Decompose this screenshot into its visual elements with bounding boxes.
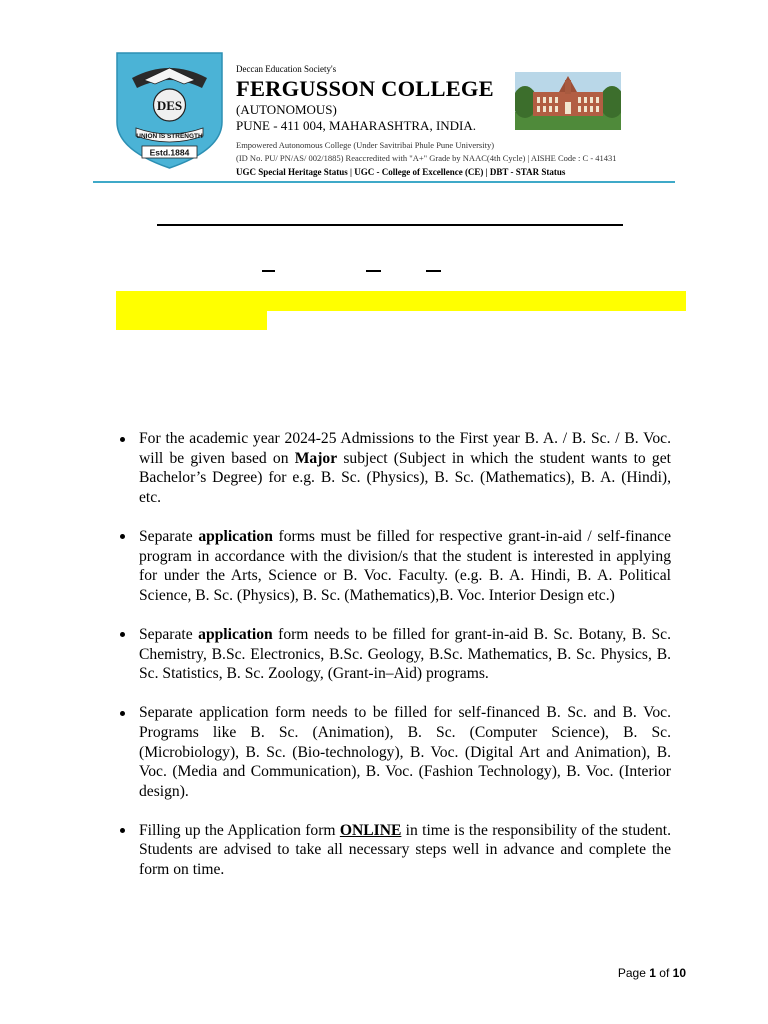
letterhead	[0, 0, 768, 190]
bullet-text: For the academic year 2024-25 Admissions to the First year B. A. / B. Sc. / B. Voc. will be given based on	[139, 430, 671, 467]
redacted-title-underline	[157, 224, 623, 226]
bullet-bold: application	[198, 625, 273, 643]
page-footer	[618, 966, 686, 980]
accreditation-line: (ID No. PU/ PN/AS/ 002/1885) Reaccredited with "A+" Grade by NAAC(4th Cycle) | AISHE Code : C - 41431	[236, 153, 617, 163]
page-number: 1	[649, 966, 656, 980]
autonomous-label: (AUTONOMOUS)	[236, 102, 337, 117]
redacted-dash	[366, 270, 381, 272]
redacted-dash	[426, 270, 441, 272]
online-emphasis: ONLINE	[339, 821, 402, 839]
bullet-text: form needs to be filled for grant-in-aid B. Sc. Botany, B. Sc. Chemistry, B.Sc. Electronics, B.Sc. Geology, B.Sc. Mathematics, B. Sc. Physics, B. Sc. Statistics, B. Sc. Zoology, (Grant-in–Aid) programs.	[139, 625, 672, 683]
redacted-dash	[262, 270, 275, 272]
list-item	[118, 527, 671, 605]
highlight-block	[116, 311, 267, 330]
crest-motto: UNION IS STRENGTH	[136, 133, 203, 140]
bullet-bold: Major	[294, 449, 338, 467]
status-line: UGC Special Heritage Status | UGC - College of Excellence (CE) | DBT - STAR Status	[236, 167, 566, 177]
list-item	[118, 625, 671, 684]
bullet-bold: application	[198, 527, 273, 545]
college-address: PUNE - 411 004, MAHARASHTRA, INDIA.	[236, 118, 477, 133]
page-total: 10	[672, 966, 686, 980]
bullet-text: Separate application form needs to be filled for self-financed B. Sc. and B. Voc. Programs like B. Sc. (Animation), B. Sc. (Computer Science), B. Sc. (Microbiology), B. Sc. (Bio-technology), B. Voc. (Digital Art and Animation), B. Voc. (Media and Communication), B. Voc. (Fashion Technology), B. Voc. (Interior design).	[139, 704, 671, 800]
of-word: of	[659, 966, 670, 980]
affiliation-line: Empowered Autonomous College (Under Savitribai Phule Pune University)	[236, 140, 495, 150]
society-name: Deccan Education Society's	[236, 64, 337, 74]
college-crest-icon	[114, 50, 225, 171]
bullet-text: forms must be filled for respective grant-in-aid / self-finance program in accordance with the division/s that the student is interested in applying for under the Arts, Science or B. Voc. Faculty. (e.g. B. A. Hindi, B. A. Political Science, B. Sc. (Physics), B. Sc. (Mathematics),B. Voc. Interior Design etc.)	[139, 527, 672, 604]
bullet-text: in time is the responsibility of the student. Students are advised to take all necessary steps well in advance and complete the form on time.	[139, 821, 671, 879]
bullet-text: Filling up the Application form	[139, 821, 340, 839]
page-word: Page	[617, 966, 646, 980]
crest-monogram: DES	[156, 98, 183, 113]
list-item	[118, 429, 671, 507]
list-item	[118, 703, 671, 801]
crest-estd: Estd.1884	[149, 147, 190, 158]
header-rule	[93, 181, 675, 183]
college-building-photo	[515, 72, 621, 130]
bullet-text: Separate	[139, 527, 199, 545]
college-name: FERGUSSON COLLEGE	[236, 76, 494, 101]
bullet-text: Separate	[139, 625, 199, 643]
bullet-text: subject (Subject in which the student wants to get Bachelor’s Degree) for e.g. B. Sc. (Physics), B. Sc. (Mathematics), B. A. (Hindi), etc.	[139, 449, 671, 506]
highlight-block	[116, 291, 686, 311]
list-item	[118, 821, 671, 880]
admission-instructions-list	[118, 429, 671, 899]
